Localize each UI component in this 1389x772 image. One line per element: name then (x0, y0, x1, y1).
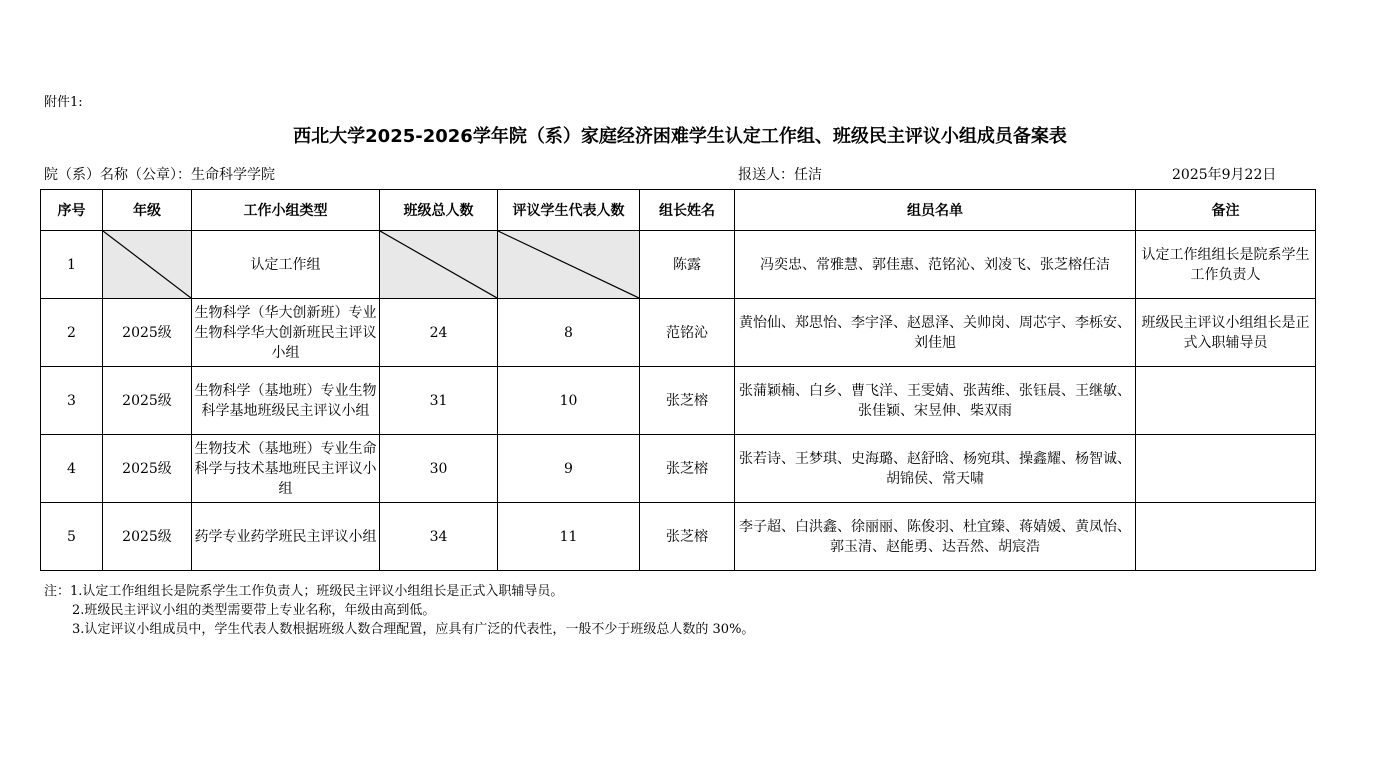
table-row (41, 367, 1316, 435)
cell-total: 31 (380, 367, 498, 435)
cell-reps: 10 (498, 367, 640, 435)
cell-reps: 11 (498, 503, 640, 571)
cell-reps: 9 (498, 435, 640, 503)
cell-note (1136, 435, 1316, 503)
record-table (40, 189, 1316, 571)
page-title: 西北大学2025-2026学年院（系）家庭经济困难学生认定工作组、班级民主评议小组成员备案表 (293, 126, 1067, 147)
cell-total: 24 (380, 299, 498, 367)
cell-leader: 张芝榕 (640, 367, 735, 435)
cell-grade: 2025级 (103, 299, 192, 367)
cell-type: 药学专业药学班民主评议小组 (192, 503, 380, 571)
cell-leader: 范铭沁 (640, 299, 735, 367)
cell-no: 5 (41, 503, 103, 571)
cell-type: 生物科学（基地班）专业生物科学基地班级民主评议小组 (192, 367, 380, 435)
attachment-label: 附件1: (44, 95, 83, 110)
table-row (41, 299, 1316, 367)
cell-total: 30 (380, 435, 498, 503)
cell-no: 4 (41, 435, 103, 503)
footnote-3: 3.认定评议小组成员中，学生代表人数根据班级人数合理配置，应具有广泛的代表性，一般不少于班级总人数的 30%。 (72, 622, 755, 637)
cell-grade: 2025级 (103, 435, 192, 503)
table-row (41, 231, 1316, 299)
footnote-1: 注：1.认定工作组组长是院系学生工作负责人；班级民主评议小组组长是正式入职辅导员。 (44, 584, 564, 599)
department-label: 院（系）名称（公章）：生命科学学院 (44, 167, 275, 183)
cell-leader: 张芝榕 (640, 503, 735, 571)
table-row (41, 435, 1316, 503)
cell-note (1136, 367, 1316, 435)
cell-members: 黄怡仙、郑思怡、李宇泽、赵恩泽、关帅岗、周芯宇、李栎安、刘佳旭 (735, 299, 1136, 367)
cell-reps: 8 (498, 299, 640, 367)
header-total: 班级总人数 (380, 190, 498, 231)
cell-note: 认定工作组组长是院系学生工作负责人 (1136, 231, 1316, 299)
table-header-row (41, 190, 1316, 231)
cell-no: 1 (41, 231, 103, 299)
header-note: 备注 (1136, 190, 1316, 231)
report-date: 2025年9月22日 (1172, 167, 1277, 183)
header-no: 序号 (41, 190, 103, 231)
footnotes (44, 582, 754, 639)
cell-total: 34 (380, 503, 498, 571)
header-members: 组员名单 (735, 190, 1136, 231)
cell-leader: 陈露 (640, 231, 735, 299)
cell-grade: 2025级 (103, 367, 192, 435)
header-grade: 年级 (103, 190, 192, 231)
cell-grade-empty (103, 231, 192, 299)
header-type: 工作小组类型 (192, 190, 380, 231)
cell-no: 3 (41, 367, 103, 435)
cell-type: 生物技术（基地班）专业生命科学与技术基地班民主评议小组 (192, 435, 380, 503)
cell-total-empty (380, 231, 498, 299)
footnote-2: 2.班级民主评议小组的类型需要带上专业名称，年级由高到低。 (72, 603, 436, 618)
reporter-label: 报送人：任洁 (738, 167, 822, 183)
cell-members: 冯奕忠、常雅慧、郭佳惠、范铭沁、刘凌飞、张芝榕任洁 (735, 231, 1136, 299)
cell-members: 张蒲颖楠、白乡、曹飞洋、王雯婧、张茜维、张钰晨、王继敏、张佳颖、宋昱伸、柴双雨 (735, 367, 1136, 435)
cell-note: 班级民主评议小组组长是正式入职辅导员 (1136, 299, 1316, 367)
header-reps: 评议学生代表人数 (498, 190, 640, 231)
cell-note (1136, 503, 1316, 571)
cell-reps-empty (498, 231, 640, 299)
cell-leader: 张芝榕 (640, 435, 735, 503)
table-row (41, 503, 1316, 571)
cell-grade: 2025级 (103, 503, 192, 571)
cell-type: 生物科学（华大创新班）专业生物科学华大创新班民主评议小组 (192, 299, 380, 367)
cell-no: 2 (41, 299, 103, 367)
cell-members: 李子超、白洪鑫、徐丽丽、陈俊羽、杜宜臻、蒋婧媛、黄凤怡、郭玉清、赵能勇、达吾然、胡宸浩 (735, 503, 1136, 571)
header-leader: 组长姓名 (640, 190, 735, 231)
cell-members: 张若诗、王梦琪、史海璐、赵舒晗、杨宛琪、操鑫耀、杨智诚、胡锦侯、常天啸 (735, 435, 1136, 503)
cell-type: 认定工作组 (192, 231, 380, 299)
